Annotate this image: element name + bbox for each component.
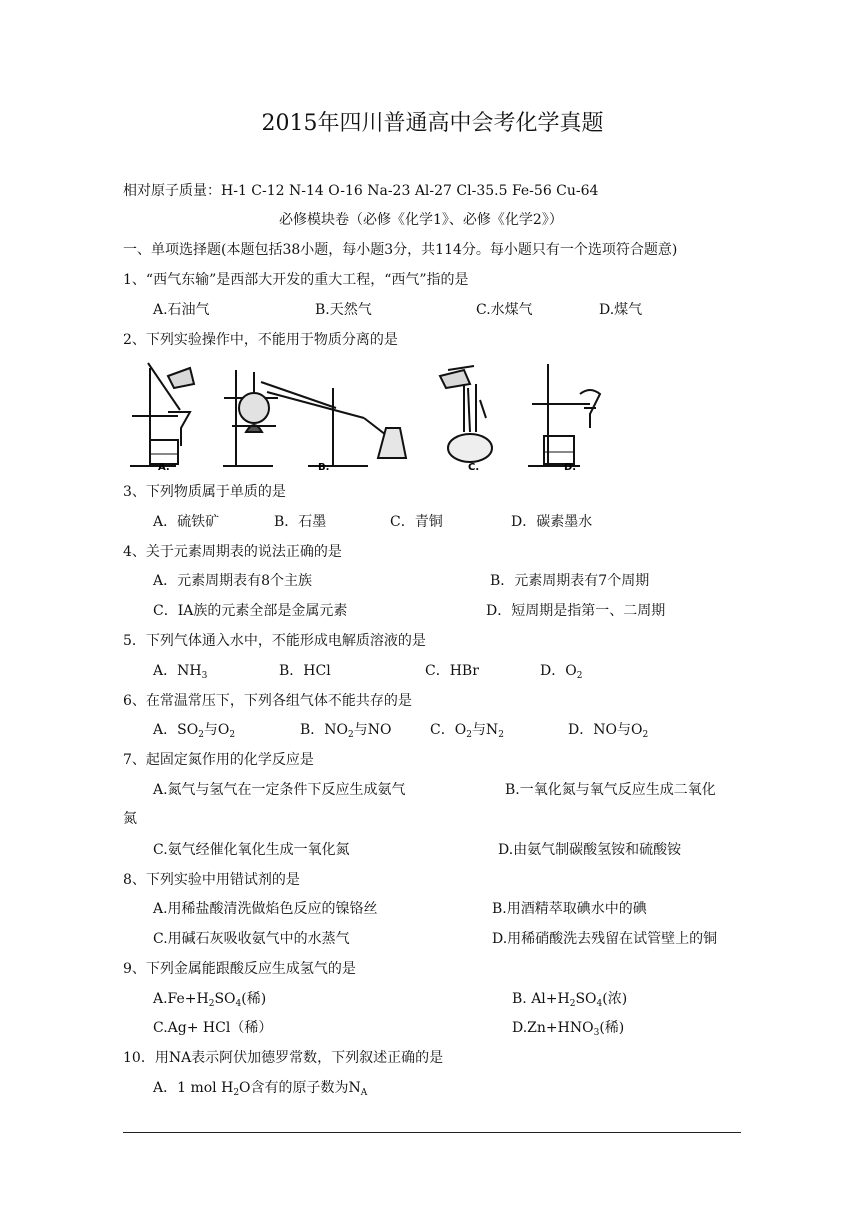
figure-label-d: D. [564,462,577,473]
question-5-stem: 5．下列气体通入水中，不能形成电解质溶液的是 [123,633,426,649]
q9-option-d: $D.Zn+HNO_3$(稀) [512,1020,625,1038]
question-4-stem: 4、关于元素周期表的说法正确的是 [123,544,342,560]
q9-option-b: B. $Al+H_2SO_4$(浓) [512,991,628,1009]
q6-option-c: C．$O_2$与$N_2$ [430,722,504,740]
page-title: 2015年四川普通高中会考化学真题 [261,111,604,136]
q6-option-a: A．$SO_2$与$O_2$ [153,722,236,740]
q8-option-a: A.用稀盐酸清洗做焰色反应的镍铬丝 [153,901,378,917]
q4-option-c: C．ⅠA族的元素全部是金属元素 [153,603,348,619]
question-3-stem: 3、下列物质属于单质的是 [123,484,286,500]
q9-option-a: $A.Fe+H_2SO_4$(稀) [153,991,267,1009]
figure-label-b: B. [318,462,330,473]
section-title: 必修模块卷（必修《化学1》、必修《化学2》） [279,212,563,228]
question-1-stem: 1、“西气东输”是西部大开发的重大工程，“西气”指的是 [123,272,469,288]
q9-option-c: C.Ag+ HCl（稀） [153,1020,273,1036]
question-10-stem: 10．用NA表示阿伏加德罗常数，下列叙述正确的是 [123,1050,444,1066]
q1-option-a: A.石油气 [153,302,210,318]
q3-option-b: B．石墨 [274,514,327,530]
q5-option-d: D．$O_2$ [540,663,583,681]
question-2-stem: 2、下列实验操作中，不能用于物质分离的是 [123,332,398,348]
apparatus-figure [128,358,610,474]
question-6-stem: 6、在常温常压下，下列各组气体不能共存的是 [123,693,412,709]
q8-option-c: C.用碱石灰吸收氨气中的水蒸气 [153,931,350,947]
figure-label-a: A. [158,462,170,473]
q3-option-d: D．碳素墨水 [511,514,593,530]
q6-option-b: B．$NO_2$与NO [300,722,392,740]
q1-option-d: D.煤气 [599,302,643,318]
atomic-mass-line: 相对原子质量：H-1 C-12 N-14 O-16 Na-23 Al-27 Cl-35.5 Fe-56 Cu-64 [123,183,599,199]
part-one-intro: 一、单项选择题(本题包括38小题，每小题3分，共114分。每小题只有一个选项符合题意) [123,242,678,258]
q1-option-b: B.天然气 [315,302,372,318]
q5-option-c: C．HBr [425,663,479,679]
figure-label-c: C. [468,462,480,473]
footer-rule [123,1132,741,1133]
q7-option-c: C.氨气经催化氧化生成一氧化氮 [153,842,350,858]
q7-option-d: D.由氨气制碳酸氢铵和硫酸铵 [498,842,682,858]
q7-option-b-wrap: 氮 [123,811,137,827]
q4-option-d: D．短周期是指第一、二周期 [486,603,666,619]
q3-option-c: C．青铜 [390,514,443,530]
question-9-stem: 9、下列金属能跟酸反应生成氢气的是 [123,961,356,977]
q7-option-a: A.氮气与氢气在一定条件下反应生成氨气 [153,782,406,798]
q4-option-b: B．元素周期表有7个周期 [490,573,650,589]
q6-option-d: D．NO与$O_2$ [568,722,649,740]
question-7-stem: 7、起固定氮作用的化学反应是 [123,752,314,768]
q8-option-b: B.用酒精萃取碘水中的碘 [492,901,647,917]
question-8-stem: 8、下列实验中用错试剂的是 [123,872,300,888]
q4-option-a: A．元素周期表有8个主族 [153,573,313,589]
q7-option-b: B.一氧化氮与氧气反应生成二氧化 [505,782,716,798]
q5-option-b: B．HCl [279,663,331,679]
q3-option-a: A．硫铁矿 [153,514,220,530]
q10-option-a: A．1 mol $H_2O$含有的原子数为$N_A$ [153,1080,368,1098]
q8-option-d: D.用稀硝酸洗去残留在试管壁上的铜 [492,931,718,947]
q1-option-c: C.水煤气 [476,302,533,318]
q5-option-a: A．$NH_3$ [153,663,208,681]
